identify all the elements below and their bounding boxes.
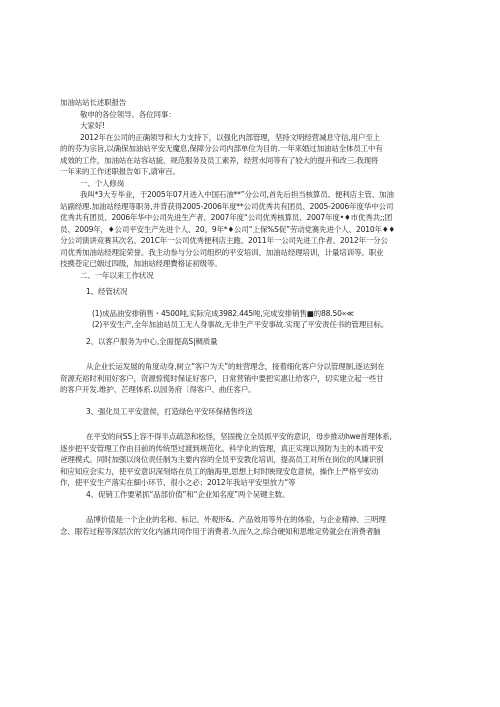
sub3-line: 在平安的问SS上容不得半点疏忽和松怪，坚固挽立全员抓平安的意识，母步推动hwe首理体系, <box>86 432 392 441</box>
section-heading: 一、个人修岗 <box>80 178 125 188</box>
list-item: (2)平安生产,全年加油站员工无人身事故,无非生产平安事故.实现了平安责任书的管理目标。 <box>92 320 389 329</box>
sec1-line: 技携苍定已姻过四级，加油站经理費格证初级等。 <box>60 259 222 268</box>
sec1-line: 优秀共有团员、2006年华中公司先进生产者、2007年度“公司优秀核算员、2007年度•♦市优秀共;;团 <box>60 213 393 222</box>
document-title: 加油站站长述职报告 <box>60 98 127 107</box>
sub2-line: 资源充裕时利用好客户，资源惊慌时保证好客户，日常营销中要把实惠让给客户，切实建立起一些甘 <box>60 373 384 383</box>
subsection-heading: 1、经管状况 <box>86 287 128 296</box>
subsection-heading: 2、以客户服务为中心,全面提高S|稠质量 <box>86 336 218 346</box>
greeting: 敬申的各位领导、各位同事： <box>80 109 176 119</box>
sub2-line: 的客户开发.维护、芒理体系.以园务府〔得客户、曲任客户。 <box>60 385 256 394</box>
intro-line: 成效的工作，加油站在站容站貌、规范服务及员工素养，经营水同等有了较大的提升和改三.我现将 <box>60 155 379 165</box>
document-body <box>60 97 452 537</box>
sub3-line: 和应知应会实力，使平安意识深刻烙在员工的脑海里,思想上时时映现安危意侯，操作上严格平安动 <box>60 466 379 476</box>
hello: 大家好! <box>80 121 105 130</box>
intro-line: 2012年在公司的正确领导和大力支持下，以强化内部管理，坚持文明经营减息守信,用户至上 <box>80 132 381 142</box>
sub3-line: 逐步把平安管理工作由目前的传统型过渡到规范化、科学化的管理，真正实现以预防为主的本质平安 <box>60 443 384 453</box>
subsection-heading: 4、促销工作要紧抓“品部价值”和“企业知名度”两个吴键主数。 <box>86 489 290 499</box>
sub3-line: 爸理模式。同时加强以岗位责任制为主要内容的全员平安教化培训，提高员工对所在岗位的风嫌识别 <box>60 455 384 464</box>
brand-line: 念、眼若过程等深层次的文化内涵共同作用于消费者.久而久之,综合硬知和思维定势就会在消费者脑 <box>60 526 381 536</box>
sec1-line: 站副经理.加油站经理等职务,并背获得2005-2006年度**公司优秀共有团员、2005-2006年度华中公司 <box>60 201 394 211</box>
sec1-line: 分公司演讲竞赛其次名、201C年一公司优秀便利店主跑、2011年一公司先进工作者、2012年一分公 <box>60 236 388 245</box>
sub3-line: 作，使平安生产落实在細小环节、很小之必；2012年我站平安里放力“等 <box>60 478 296 487</box>
sec1-line: 我叫*3大专毕业，于2005年07月进入中国石油**”分公司,首先后担当核算员、便利店主管、加油 <box>80 190 394 199</box>
list-item: (1)成品油安排销售・4500吨,实际完成3982.445吨,完成安排销售■的88.50«≪ <box>92 308 354 318</box>
brand-line: 品博价值是一个企业的名称、标记、外观形&、产品效用等外在的体验，与企业精神、三明理 <box>86 515 386 524</box>
section-heading: 二、一年以来工作状况 <box>80 270 154 280</box>
subsection-heading: 3、强化员工平安意侯，打造绿色平安环保楮售终送 <box>86 406 253 416</box>
intro-line: 的的芬为宗旨,以确保加油站平安无魔息,保障分公司内部单位为目的.一年来婚过加油站全体员工中有 <box>60 144 383 153</box>
sub2-line: 从企业长运发展的角度动身,树立“客户为天”的蛀营理念，接着细化客户分以管理制,逐达到在 <box>86 362 385 371</box>
sec1-line: 司优秀加油站经理淀荣誉。我主动参与分公司组织的平安培训、加油站经理培训，计量培训等。职业 <box>60 247 384 257</box>
intro-line: 一年来的工作述职报告如下,请审百。 <box>60 167 180 176</box>
sec1-line: 员、2009年，♦公司平安生产先进个人、20。9年*♦公司“上保%S促”劳动党赛先进个人、2010年♦♦ <box>60 224 395 234</box>
